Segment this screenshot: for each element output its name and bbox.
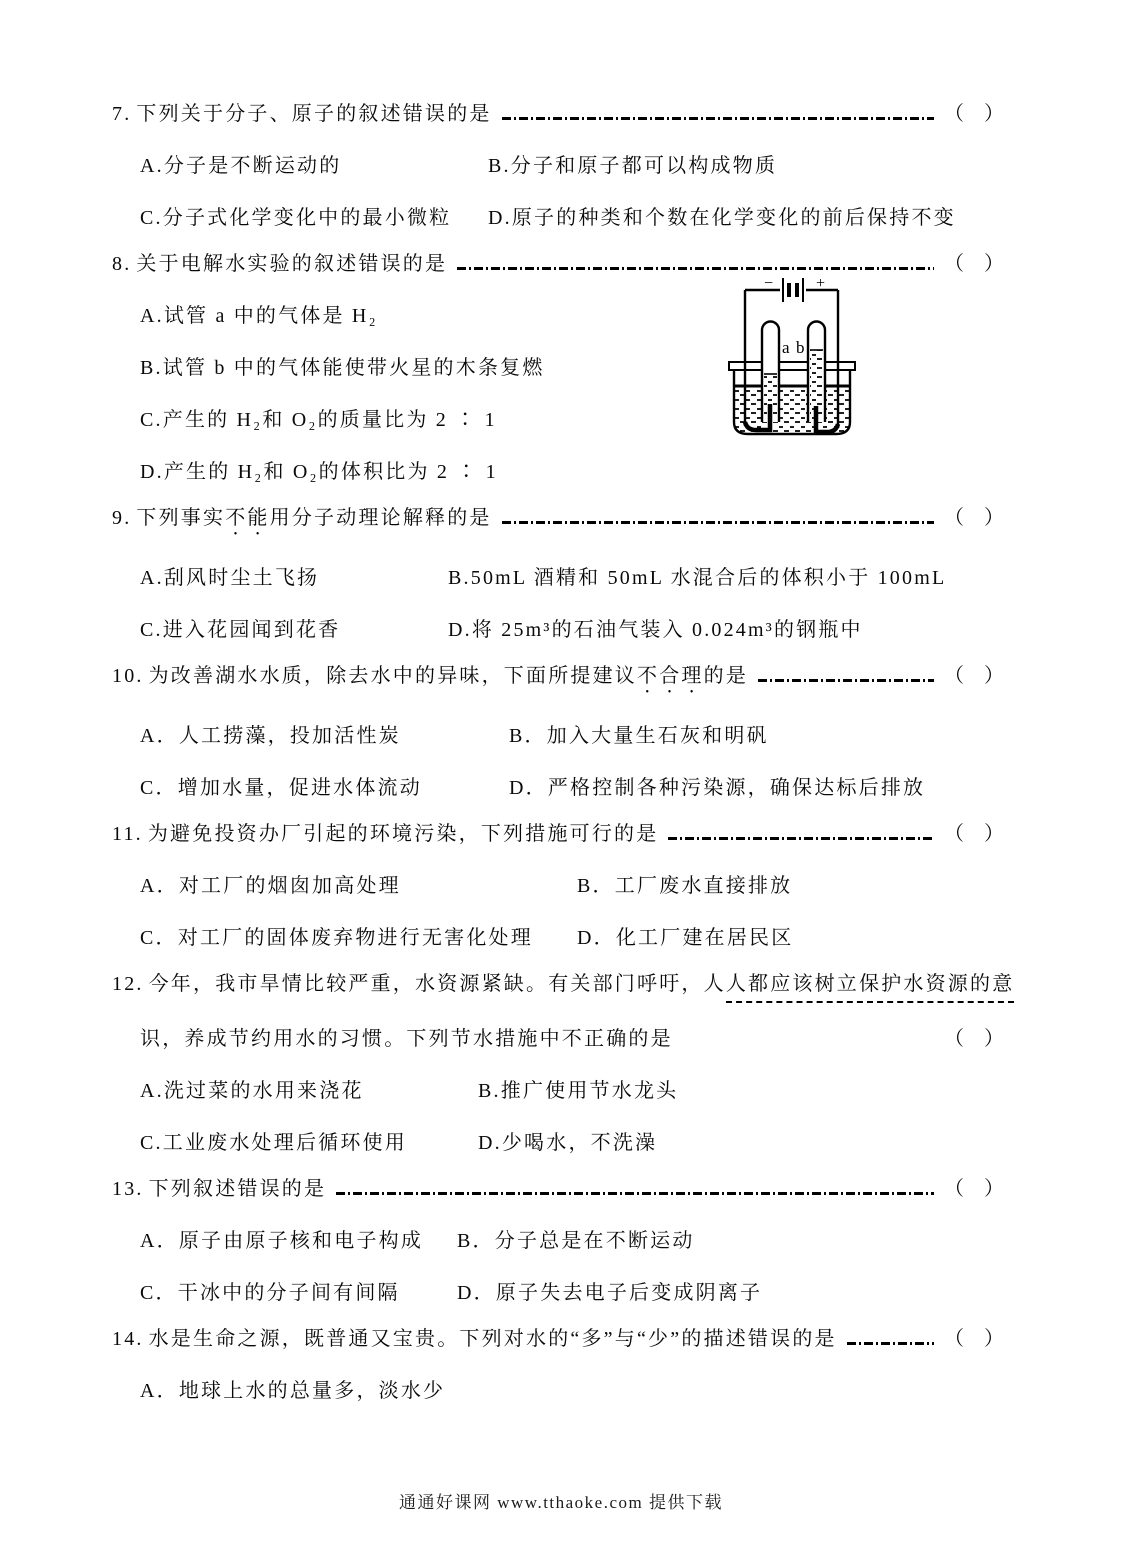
page-footer: 通通好课网 www.tthaoke.com 提供下载 [398,1493,724,1512]
options-row [112,302,1004,330]
dotted-leader [457,267,934,270]
electrolysis-diagram [728,276,858,438]
option-b: B.50mL 酒精和 50mL 水混合后的体积小于 100mL [448,567,947,589]
option-c: C.进入花园闻到花香 [140,619,341,641]
option-b: B．加入大量生石灰和明矾 [509,725,769,747]
battery-icon [783,278,803,302]
question-9 [112,504,1004,644]
options-row [112,616,1004,644]
dotted-leader [502,117,934,120]
question-10-stem [112,662,1004,698]
option-b: B．工厂废水直接排放 [577,875,793,897]
options-row [112,1129,1004,1157]
tube-a-label: a [782,338,790,357]
answer-brackets: （ ） [944,1178,1004,1200]
option-a: A.刮风时尘土飞扬 [140,567,320,589]
options-row [112,1227,1004,1255]
option-a: A.分子是不断运动的 [140,155,342,177]
dotted-leader [502,521,934,524]
question-13 [112,1175,1004,1307]
options-row [112,774,1004,802]
option-d: D.原子的种类和个数在化学变化的前后保持不变 [488,207,956,229]
option-d: D.将 25m³的石油气装入 0.024m³的钢瓶中 [448,619,863,641]
question-number: 9. [112,507,132,529]
battery-minus-label: − [764,276,774,292]
answer-brackets: （ ） [944,1328,1004,1350]
stem-text: 为改善湖水水质，除去水中的异味，下面所提建议 [148,665,638,687]
options-row [112,722,1004,750]
options-row [112,1279,1004,1307]
stem-text: 为避免投资办厂引起的环境污染，下列措施可行的是 [147,823,659,845]
option-a: A.试管 a 中的气体是 H₂ [140,305,378,327]
exam-page-body [112,100,1015,1423]
answer-brackets: （ ） [944,507,1004,529]
option-a: A．人工捞藻，投加活性炭 [140,725,401,747]
dotted-leader [758,679,934,682]
answer-brackets: （ ） [944,253,1004,275]
question-11-stem [112,820,1004,848]
stem-text: 水是生命之源，既普通又宝贵。下列对水的“多”与“少”的描述错误的是 [148,1328,837,1350]
stem-text: 用分子动理论解释的是 [269,507,492,529]
question-12-stem-line1 [112,970,1015,1003]
option-a: A．地球上水的总量多，淡水少 [140,1380,446,1402]
question-number: 8. [112,253,132,275]
options-row [112,872,1004,900]
option-b: B.推广使用节水龙头 [478,1080,679,1102]
options-row [112,564,1004,592]
option-d: D.产生的 H₂和 O₂的体积比为 2 ∶ 1 [140,461,498,483]
question-7-stem [112,100,1004,128]
options-row [112,406,1004,434]
question-number: 13. [112,1178,144,1200]
stem-text: 下列事实 [136,507,226,529]
option-d: D．化工厂建在居民区 [577,927,794,949]
question-number: 12. [112,973,144,995]
stem-text: 今年，我市旱情比较严重，水资源紧缺。有关部门呼吁，人 [148,973,726,995]
water [735,388,849,432]
stem-text: 识，养成节约用水的习惯。下列节水措施中不正确的是 [140,1028,673,1050]
tube-b-label: b [796,338,805,357]
stem-text: 的是 [703,665,749,687]
option-b: B.分子和原子都可以构成物质 [488,155,778,177]
answer-brackets: （ ） [944,665,1004,687]
options-row [112,1077,1004,1105]
question-13-stem [112,1175,1004,1203]
question-11 [112,820,1004,952]
option-c: C．干冰中的分子间有间隔 [140,1282,400,1304]
options-row [112,924,1004,952]
option-b: B.试管 b 中的气体能使带火星的木条复燃 [140,357,545,379]
question-8-stem [112,250,1004,278]
option-d: D．严格控制各种污染源，确保达标后排放 [509,777,926,799]
question-12 [112,970,1015,1157]
option-a: A．对工厂的烟囱加高处理 [140,875,401,897]
options-row [112,1377,1004,1405]
question-8 [112,250,1004,486]
stem-text: 下列关于分子、原子的叙述错误的是 [136,103,492,125]
answer-brackets: （ ） [944,1028,1004,1050]
option-a: A.洗过菜的水用来浇花 [140,1080,364,1102]
options-row [112,458,1004,486]
options-row [112,354,1004,382]
stem-emphasized-text: 不合理 [637,665,704,687]
option-c: C.分子式化学变化中的最小微粒 [140,207,452,229]
stem-text: 下列叙述错误的是 [148,1178,327,1200]
option-c: C．增加水量，促进水体流动 [140,777,422,799]
options-row [112,152,1004,180]
battery-plus-label: + [816,276,826,292]
question-7 [112,100,1004,232]
stem-underlined-text: 人都应该树立保护水资源的意 [726,970,1015,1003]
option-d: D．原子失去电子后变成阴离子 [457,1282,763,1304]
option-c: C.工业废水处理后循环使用 [140,1132,407,1154]
question-number: 7. [112,103,132,125]
option-c: C．对工厂的固体废弃物进行无害化处理 [140,927,533,949]
option-b: B．分子总是在不断运动 [457,1230,695,1252]
dotted-leader [847,1342,934,1345]
question-number: 14. [112,1328,144,1350]
dotted-leader [336,1192,934,1195]
answer-brackets: （ ） [944,103,1004,125]
question-9-stem [112,504,1004,540]
option-a: A．原子由原子核和电子构成 [140,1230,424,1252]
question-12-stem-line2 [112,1025,1004,1053]
option-c: C.产生的 H₂和 O₂的质量比为 2 ∶ 1 [140,409,497,431]
options-row [112,204,1004,232]
question-14 [112,1325,1004,1405]
answer-brackets: （ ） [944,823,1004,845]
question-10 [112,662,1004,802]
question-number: 10. [112,665,144,687]
dotted-leader [668,837,934,840]
stem-text: 关于电解水实验的叙述错误的是 [136,253,448,275]
question-number: 11. [112,823,143,845]
option-d: D.少喝水，不洗澡 [478,1132,658,1154]
question-14-stem [112,1325,1004,1353]
stem-emphasized-text: 不能 [225,507,270,529]
